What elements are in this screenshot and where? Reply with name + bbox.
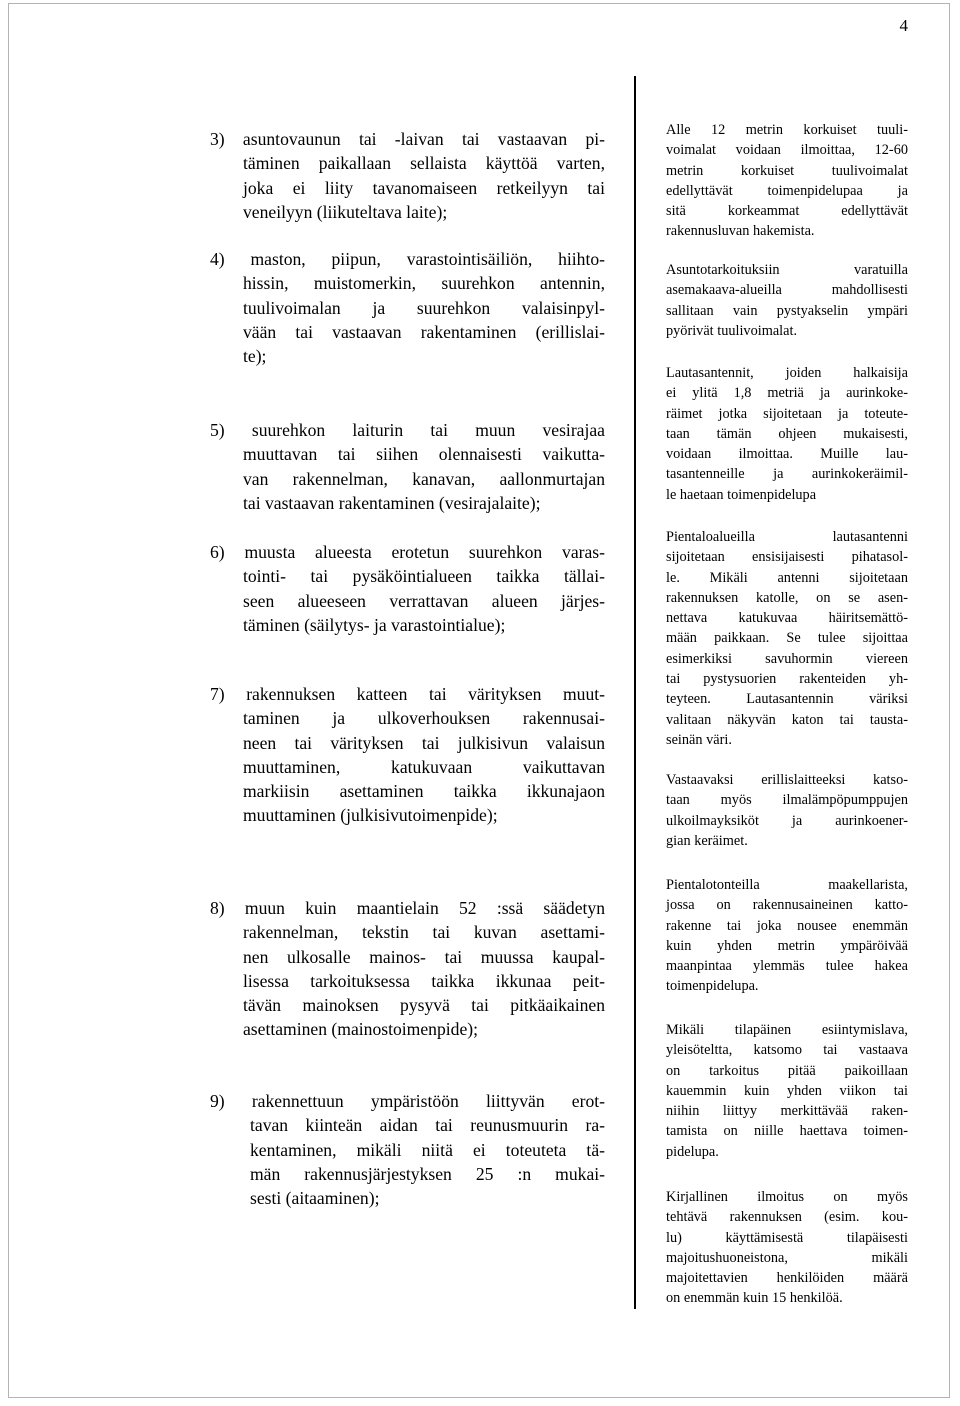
list-item-line: kentaminen, mikäli niitä ei toteuteta tä- xyxy=(250,1139,605,1160)
margin-note xyxy=(666,1187,908,1309)
margin-note-line: valitaan näkyvän katon tai tausta- xyxy=(666,711,908,728)
list-item-line: tavan kiinteän aidan tai reunusmuurin ra- xyxy=(250,1115,605,1136)
margin-note-line: mään paikkaan. Se tulee sijoittaa xyxy=(666,630,908,647)
margin-note-line: Pientalotonteilla maakellarista, xyxy=(666,877,908,893)
margin-note xyxy=(666,527,908,750)
list-item-line: van rakennelman, kanavan, aallonmurtajan xyxy=(243,468,605,489)
margin-note-line: esimerkiksi savuhormin viereen xyxy=(666,650,908,667)
margin-note-line: on tarkoitus pitää paikoillaan xyxy=(666,1062,908,1079)
list-item-line: neen tai värityksen tai julkisivun valaisun xyxy=(243,732,605,753)
list-item-line: vään tai vastaavan rakentaminen (erillislai- xyxy=(243,321,605,342)
list-item-line: muuttaminen, katukuvaan vaikuttavan xyxy=(243,756,605,777)
margin-note-line: kuin yhden metrin ympäröivää xyxy=(666,937,908,954)
list-item xyxy=(210,247,605,368)
list-item xyxy=(210,1089,605,1210)
list-item-line: 6) muusta alueesta erotetun suurehkon varas- xyxy=(210,542,605,562)
margin-note-line: rakennusluvan hakemista. xyxy=(666,223,815,240)
margin-note-line: edellyttävät toimenpidelupaa ja xyxy=(666,182,908,199)
margin-note xyxy=(666,260,908,341)
margin-note-line: kauemmin kuin yhden viikon tai xyxy=(666,1082,908,1099)
list-item-line: hissin, muistomerkin, suurehkon antennin, xyxy=(243,273,605,294)
margin-note xyxy=(666,363,908,505)
list-item-line: 9) rakennettuun ympäristöön liittyvän erot- xyxy=(210,1091,605,1111)
list-item xyxy=(210,127,605,224)
list-item-line: taminen ja ulkoverhouksen rakennusai- xyxy=(243,708,605,729)
margin-note-line: taan tämän ohjeen mukaisesti, xyxy=(666,425,908,442)
list-item-line: tai vastaavan rakentaminen (vesirajalaite); xyxy=(243,492,541,513)
margin-note-line: voimalat voidaan ilmoittaa, 12-60 xyxy=(666,142,908,159)
margin-note-line: ei ylitä 1,8 metriä ja aurinkoke- xyxy=(666,385,908,402)
margin-note-line: teyteen. Lautasantennin väriksi xyxy=(666,691,908,708)
margin-note-line: nettava katukuvaa häiritsemättö- xyxy=(666,610,908,627)
list-item-line: nen ulkosalle mainos- tai muussa kaupal- xyxy=(243,946,605,967)
margin-note xyxy=(666,1020,908,1162)
margin-note-line: taan myös ilmalämpöpumppujen xyxy=(666,792,908,809)
margin-note-line: ulkoilmayksiköt ja aurinkoener- xyxy=(666,812,908,829)
margin-note-line: tamista on niille haettava toimen- xyxy=(666,1123,908,1140)
margin-note-line: Kirjallinen ilmoitus on myös xyxy=(666,1189,908,1205)
list-item-line: veneilyyn (liikuteltava laite); xyxy=(243,201,448,222)
margin-note-line: lu) käyttämisestä tilapäisesti xyxy=(666,1229,908,1246)
margin-note-line: räimet jotka sijoitetaan ja toteute- xyxy=(666,405,908,422)
list-item-line: 8) muun kuin maantielain 52 :ssä säädetyn xyxy=(210,898,605,918)
margin-note-line: gian keräimet. xyxy=(666,832,748,849)
list-item-line: 5) suurehkon laiturin tai muun vesirajaa xyxy=(210,420,605,440)
list-item-line: tointi- tai pysäköintialueen taikka tällai- xyxy=(243,566,605,587)
column-divider xyxy=(634,76,636,1309)
list-item-line: 3) asuntovaunun tai -laivan tai vastaavan pi- xyxy=(210,129,605,149)
margin-note-line: le haetaan toimenpidelupa xyxy=(666,486,817,503)
list-item-line: muuttavan tai siihen olennaisesti vaikutta- xyxy=(243,444,605,465)
list-item-line: tävän mainoksen pysyvä tai pitkäaikainen xyxy=(243,995,605,1016)
margin-note-line: Pientaloalueilla lautasantenni xyxy=(666,529,908,545)
margin-note-line: rakenne tai joka nousee enemmän xyxy=(666,917,908,934)
margin-note-line: seinän väri. xyxy=(666,731,732,748)
list-item xyxy=(210,682,605,828)
margin-note xyxy=(666,770,908,851)
list-item-line: 4) maston, piipun, varastointisäiliön, hiihto- xyxy=(210,249,605,269)
list-item-line: män rakennusjärjestyksen 25 :n mukai- xyxy=(250,1163,605,1184)
margin-note xyxy=(666,875,908,997)
margin-note-line: toimenpidelupa. xyxy=(666,978,759,995)
margin-note-line: niihin liittyy merkittävää raken- xyxy=(666,1103,908,1120)
margin-note-line: sallitaan vain pystyakselin ympäri xyxy=(666,302,908,319)
margin-note-line: Mikäli tilapäinen esiintymislava, xyxy=(666,1022,908,1038)
page-number: 4 xyxy=(899,16,908,35)
list-item-line: asettaminen (mainostoimenpide); xyxy=(243,1019,479,1040)
margin-note-line: asemakaava-alueilla mahdollisesti xyxy=(666,282,908,299)
margin-note-line: pidelupa. xyxy=(666,1143,719,1160)
margin-note xyxy=(666,120,908,242)
margin-note-line: metrin korkuiset tuulivoimalat xyxy=(666,162,908,179)
margin-note-line: majoitushuoneistona, mikäli xyxy=(666,1249,908,1266)
list-item-line: markiisin asettaminen taikka ikkunajaon xyxy=(243,781,605,802)
list-item-line: te); xyxy=(243,346,267,367)
margin-note-line: le. Mikäli antenni sijoitetaan xyxy=(666,569,908,586)
margin-note-line: tehtävä rakennuksen (esim. kou- xyxy=(666,1209,908,1226)
margin-note-line: Lautasantennit, joiden halkaisija xyxy=(666,365,908,381)
list-item xyxy=(210,418,605,515)
margin-note-line: on enemmän kuin 15 henkilöä. xyxy=(666,1290,843,1307)
margin-note-line: rakennuksen katolle, on se asen- xyxy=(666,589,908,606)
margin-note-line: Alle 12 metrin korkuiset tuuli- xyxy=(666,122,908,138)
list-item-line: täminen (säilytys- ja varastointialue); xyxy=(243,614,506,635)
list-item xyxy=(210,896,605,1042)
margin-note-line: majoitettavien henkilöiden määrä xyxy=(666,1270,908,1287)
list-item-line: 7) rakennuksen katteen tai värityksen muut- xyxy=(210,684,605,704)
list-item-line: lisessa tarkoituksessa taikka ikkunaa peit- xyxy=(243,970,605,991)
margin-note-line: Vastaavaksi erillislaitteeksi katso- xyxy=(666,772,908,788)
margin-note-line: voidaan ilmoittaa. Muille lau- xyxy=(666,446,908,463)
margin-note-line: pyörivät tuulivoimalat. xyxy=(666,322,798,339)
margin-note-line: tasantenneille ja aurinkokeräimil- xyxy=(666,466,908,483)
margin-note-line: sitä korkeammat edellyttävät xyxy=(666,203,908,220)
margin-note-line: jossa on rakennusaineinen katto- xyxy=(666,897,908,914)
margin-note-line: sijoitetaan ensisijaisesti pihatasol- xyxy=(666,549,908,566)
list-item-line: tuulivoimalan ja suurehkon valaisinpyl- xyxy=(243,297,605,318)
list-item-line: rakennelman, tekstin tai kuvan asettami- xyxy=(243,922,605,943)
list-item-line: muuttaminen (julkisivutoimenpide); xyxy=(243,805,498,826)
list-item-line: täminen paikallaan sellaista käyttöä varten, xyxy=(243,153,605,174)
list-item-line: seen alueeseen verrattavan alueen järjes- xyxy=(243,590,605,611)
margin-note-line: maanpintaa ylemmäs tulee hakea xyxy=(666,958,908,975)
margin-note-line: tai pystysuorien rakenteiden yh- xyxy=(666,671,908,688)
list-item xyxy=(210,540,605,637)
list-item-line: joka ei liity tavanomaiseen retkeilyyn tai xyxy=(243,177,605,198)
margin-note-line: yleisöteltta, katsomo tai vastaava xyxy=(666,1042,908,1059)
margin-note-line: Asuntotarkoituksiin varatuilla xyxy=(666,262,908,278)
list-item-line: sesti (aitaaminen); xyxy=(250,1188,380,1209)
